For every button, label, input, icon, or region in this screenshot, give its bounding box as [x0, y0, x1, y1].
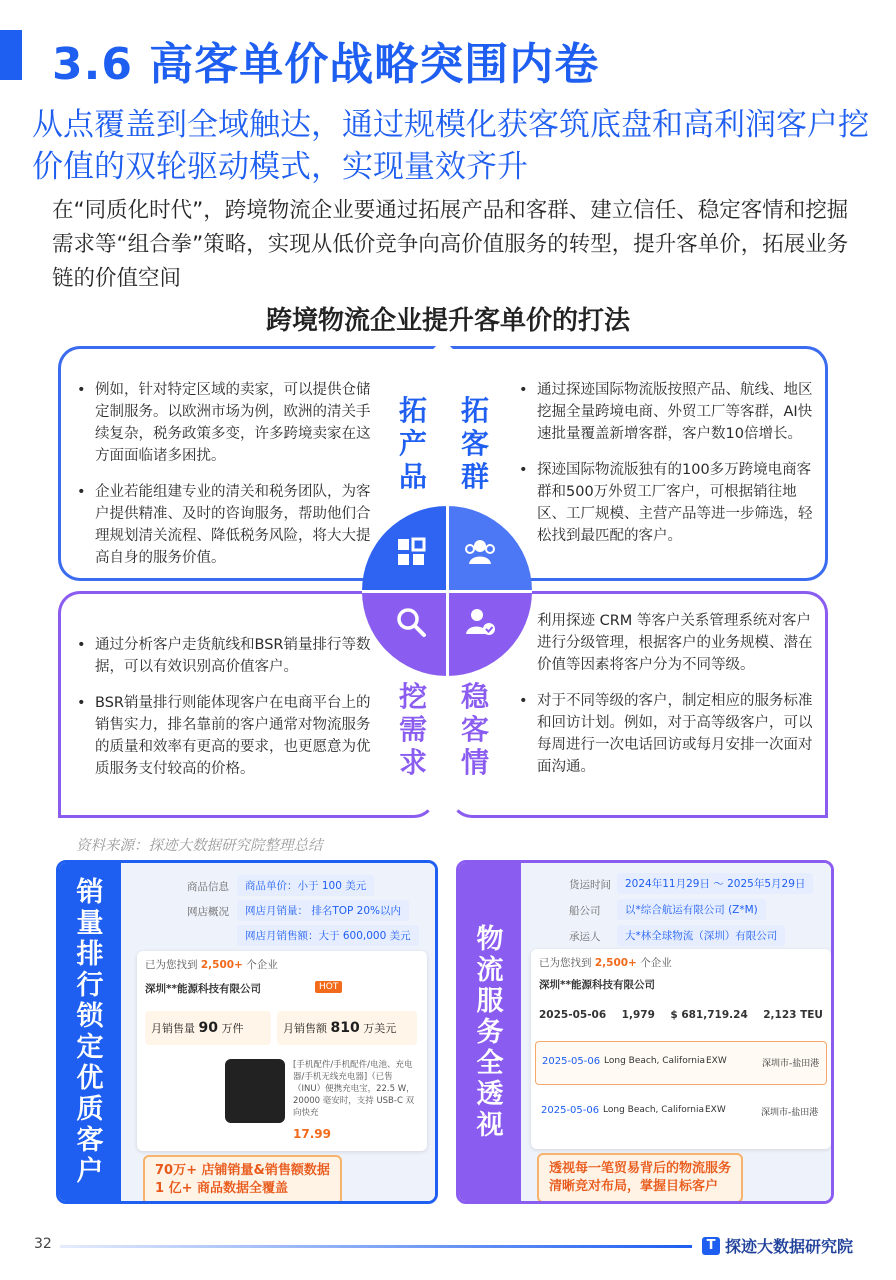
center-disc [362, 506, 532, 676]
filter-key: 货运时间 [569, 879, 611, 891]
screenshot-area [521, 863, 831, 1201]
label-expand-customers: 拓客群 [460, 394, 489, 493]
company-name[interactable]: 深圳**能源科技有限公司 [145, 983, 261, 995]
metric-value: 810 [330, 1020, 360, 1036]
callout-line: 透视每一笔贸易背后的物流服务 [549, 1161, 732, 1176]
panel-sales-ranking [56, 860, 438, 1204]
diagram-title: 跨境物流企业提升客单价的打法 [265, 306, 630, 336]
filter-key: 船公司 [569, 905, 601, 917]
data-callout [143, 1155, 342, 1204]
record-port: Long Beach, California [604, 1056, 705, 1066]
people-icon [462, 534, 498, 570]
filter-chip[interactable]: 网店月销售额：大于 600,000 美元 [237, 925, 419, 946]
source-note: 资料来源：探迹大数据研究院整理总结 [76, 838, 323, 854]
record-port: Long Beach, California [603, 1105, 704, 1115]
result-card [137, 951, 427, 1151]
filter-chip[interactable]: 大*林全球物流（深圳）有限公司 [617, 925, 785, 946]
found-count: 2,500+ [594, 957, 637, 969]
table-row[interactable] [535, 1091, 827, 1135]
footer-divider [60, 1245, 692, 1248]
bullet-item: • 通过探迹国际物流版按照产品、航线、地区挖掘全量跨境电商、外贸工厂等客群，AI快速批量覆盖新增客群，客户数10倍增长。 [515, 379, 815, 445]
page-number: 32 [34, 1236, 52, 1252]
hot-badge: HOT [315, 981, 342, 993]
panel-strip [459, 863, 521, 1201]
stat-value: $ 681,719.24 [670, 1009, 748, 1021]
product-desc: [手机配件/手机配件/电池、充电器/手机无线充电器]（已售（INU）便携充电宝，22.5 W，20000 毫安时，支持 USB-C 双向快充 [293, 1060, 415, 1118]
label-expand-product: 拓产品 [398, 394, 427, 493]
metric-sales-volume [145, 1011, 271, 1045]
found-line [145, 957, 278, 972]
found-line [539, 955, 672, 970]
title-accent-bar [0, 30, 22, 80]
label-stable-relation: 稳客情 [460, 680, 489, 779]
bullet-item: • 利用探迹 CRM 等客户关系管理系统对客户进行分级管理，根据客户的业务规模、潜在价值等因素将客户分为不同等级。 [515, 610, 815, 676]
metric-label: 月销售量 [151, 1022, 195, 1035]
search-icon [393, 604, 429, 640]
found-suffix: 个企业 [246, 959, 278, 971]
brand-name: 探迹大数据研究院 [725, 1237, 854, 1256]
grid-icon [393, 534, 429, 570]
metric-unit: 万件 [221, 1022, 244, 1035]
stat-value: 2,123 TEU [763, 1009, 823, 1021]
record-date: 2025-05-06 [542, 1056, 601, 1067]
product-image [225, 1059, 285, 1123]
metric-label: 月销售额 [283, 1022, 327, 1035]
bullet-item: • 通过分析客户走货航线和BSR销量排行等数据，可以有效识别高价值客户。 [73, 634, 373, 678]
product-price: 17.99 [293, 1127, 331, 1141]
filter-chip[interactable]: 以*综合航运有限公司 (Z*M) [617, 899, 766, 920]
record-dest: 深圳市-盐田港 [762, 1059, 820, 1069]
callout-line: 70万+ 店铺销量&销售额数据 [155, 1163, 330, 1178]
bullet-list [73, 379, 373, 583]
filter-chip[interactable]: 2024年11月29日 ～ 2025年5月29日 [617, 873, 813, 894]
callout-line: 清晰竞对布局，掌握目标客户 [549, 1179, 719, 1194]
callout-line: 1 亿+ 商品数据全覆盖 [155, 1181, 288, 1196]
bullet-list [515, 610, 815, 792]
stat-value: 2025-05-06 [539, 1009, 607, 1021]
record-dest: 深圳市-盐田港 [761, 1108, 819, 1118]
found-prefix: 已为您找到 [145, 959, 198, 971]
intro-paragraph: 在“同质化时代”，跨境物流企业要通过拓展产品和客群、建立信任、稳定客情和挖掘需求等“组合拳”策略，实现从低价竞争向高价值服务的转型，提升客单价，拓展业务链的价值空间 [52, 198, 849, 291]
bullet-list [73, 634, 373, 794]
brand-logo [702, 1234, 853, 1257]
found-count: 2,500+ [200, 959, 243, 971]
section-subtitle: 从点覆盖到全域触达，通过规模化获客筑底盘和高利润客户挖价值的双轮驱动模式，实现量效齐升 [32, 107, 869, 185]
filter-key: 承运人 [569, 931, 601, 943]
label-dig-demand: 挖需求 [398, 680, 427, 779]
filter-key: 商品信息 [187, 881, 229, 893]
company-name[interactable]: 深圳**能源科技有限公司 [539, 979, 655, 991]
bullet-item: • BSR销量排行则能体现客户在电商平台上的销售实力，排名靠前的客户通常对物流服务的质量和效率有更高的要求，也更愿意为优质服务支付较高的价格。 [73, 692, 373, 780]
panel-logistics-insight [456, 860, 834, 1204]
filter-chip[interactable]: 商品单价：小于 100 美元 [237, 875, 374, 896]
filter-key: 网店概况 [187, 906, 229, 918]
bullet-item: • 例如，针对特定区域的卖家，可以提供仓储定制服务。以欧洲市场为例，欧洲的清关手续复杂，税务政策多变，许多跨境卖家在这方面面临诸多困扰。 [73, 379, 373, 467]
metric-value: 90 [198, 1020, 218, 1036]
filter-chip[interactable]: 网店月销量： 排名TOP 20%以内 [237, 900, 409, 921]
screenshot-area [121, 863, 435, 1201]
record-term: EXW [706, 1056, 727, 1066]
panel-strip [59, 863, 121, 1201]
found-prefix: 已为您找到 [539, 957, 592, 969]
panel-strip-label: 物流服务全透视 [476, 923, 504, 1141]
data-callout [537, 1153, 743, 1203]
record-term: EXW [705, 1105, 726, 1115]
bullet-item: • 探迹国际物流版独有的100多万跨境电商客群和500万外贸工厂客户，可根据销往地区、工厂规模、主营产品等进一步筛选，轻松找到最匹配的客户。 [515, 459, 815, 547]
brand-logo-icon: T [702, 1237, 720, 1255]
section-title: 3.6 高客单价战略突围内卷 [52, 39, 600, 90]
found-suffix: 个企业 [640, 957, 672, 969]
result-card [531, 949, 831, 1149]
bullet-item: • 对于不同等级的客户，制定相应的服务标准和回访计划。例如，对于高等级客户，可以每周进行一次电话回访或每月安排一次面对面沟通。 [515, 690, 815, 778]
panel-strip-label: 销量排行锁定优质客户 [76, 877, 104, 1187]
user-check-icon [462, 604, 498, 640]
record-date: 2025-05-06 [541, 1105, 600, 1116]
metric-unit: 万美元 [363, 1022, 397, 1035]
table-row[interactable] [535, 1041, 827, 1085]
metric-sales-amount [277, 1011, 417, 1045]
bullet-list [515, 379, 815, 561]
stat-value: 1,979 [621, 1009, 655, 1021]
bullet-item: • 企业若能组建专业的清关和税务团队，为客户提供精准、及时的咨询服务，帮助他们合理规划清关流程、降低税务风险，将大大提高自身的服务价值。 [73, 481, 373, 569]
stats-row [539, 1009, 823, 1021]
